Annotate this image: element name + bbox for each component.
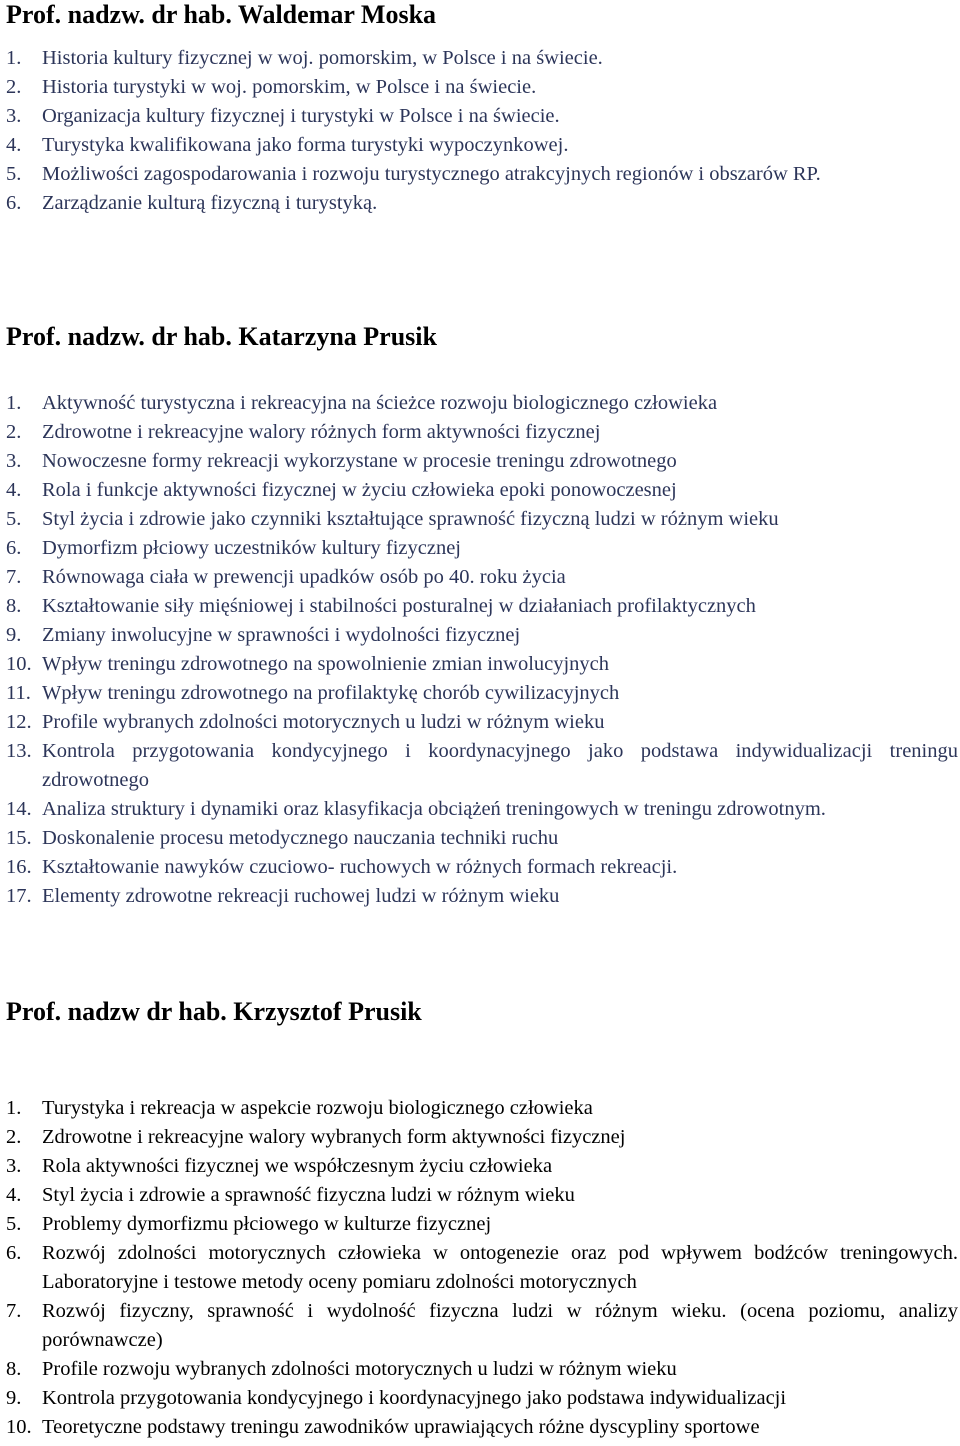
topic-number: 4. — [6, 479, 22, 501]
topic-number: 6. — [6, 192, 22, 214]
topic-item — [0, 1123, 960, 1152]
topic-item — [0, 1152, 960, 1181]
section-heading-krzysztof-prusik: Prof. nadzw dr hab. Krzysztof Prusik — [6, 997, 422, 1026]
topic-number: 16. — [6, 856, 32, 878]
topic-text: Zdrowotne i rekreacyjne walory wybranych form aktywności fizycznej — [42, 1126, 626, 1148]
topic-text: Styl życia i zdrowie a sprawność fizyczna ludzi w różnym wieku — [42, 1184, 575, 1206]
topic-number: 3. — [6, 1155, 22, 1177]
topic-text: Profile rozwoju wybranych zdolności motorycznych u ludzi w różnym wieku — [42, 1358, 677, 1380]
topic-number: 17. — [6, 885, 32, 907]
topic-item — [0, 1355, 960, 1384]
topic-text: Zarządzanie kulturą fizyczną i turystyką. — [42, 192, 378, 214]
topic-number: 5. — [6, 1213, 22, 1235]
topic-number: 8. — [6, 595, 22, 617]
topic-text: Doskonalenie procesu metodycznego nauczania techniki ruchu — [42, 827, 559, 849]
topic-text: Rozwój zdolności motorycznych człowieka w ontogenezie oraz pod wpływem bodźców treningowych. Laboratoryjne i testowe metody oceny pomiaru zdolności motorycznych — [42, 1242, 958, 1293]
topic-item — [0, 1239, 960, 1297]
topic-text: Możliwości zagospodarowania i rozwoju turystycznego atrakcyjnych regionów i obszarów RP. — [42, 163, 821, 185]
topic-item — [0, 1413, 960, 1442]
topic-text: Równowaga ciała w prewencji upadków osób po 40. roku życia — [42, 566, 566, 588]
topic-item — [0, 131, 960, 160]
topic-text: Kontrola przygotowania kondycyjnego i koordynacyjnego jako podstawa indywidualizacji — [42, 1387, 787, 1409]
topic-item — [0, 160, 960, 189]
topic-number: 9. — [6, 1387, 22, 1409]
topic-item — [0, 1297, 960, 1355]
topic-text: Dymorfizm płciowy uczestników kultury fizycznej — [42, 537, 461, 559]
topic-text: Teoretyczne podstawy treningu zawodników uprawiających różne dyscypliny sportowe — [42, 1416, 760, 1438]
topic-text: Zdrowotne i rekreacyjne walory różnych form aktywności fizycznej — [42, 421, 601, 443]
section-heading-katarzyna-prusik: Prof. nadzw. dr hab. Katarzyna Prusik — [6, 322, 437, 351]
topic-text: Profile wybranych zdolności motorycznych u ludzi w różnym wieku — [42, 711, 605, 733]
topic-number: 10. — [6, 1416, 32, 1438]
topic-number: 6. — [6, 1242, 22, 1264]
topic-number: 2. — [6, 76, 22, 98]
topic-number: 15. — [6, 827, 32, 849]
topic-number: 14. — [6, 798, 32, 820]
topic-text: Analiza struktury i dynamiki oraz klasyfikacja obciążeń treningowych w treningu zdrowotnym. — [42, 798, 826, 820]
topic-item — [0, 102, 960, 131]
topic-number: 2. — [6, 421, 22, 443]
topic-text: Rozwój fizyczny, sprawność i wydolność fizyczna ludzi w różnym wieku. (ocena poziomu, analizy porównawcze) — [42, 1300, 958, 1351]
topic-text: Wpływ treningu zdrowotnego na spowolnienie zmian inwolucyjnych — [42, 653, 610, 675]
topic-text: Kształtowanie siły mięśniowej i stabilności posturalnej w działaniach profilaktycznych — [42, 595, 756, 617]
topic-list-katarzyna-prusik — [0, 389, 960, 911]
topic-number: 1. — [6, 47, 22, 69]
topic-text: Organizacja kultury fizycznej i turystyki w Polsce i na świecie. — [42, 105, 560, 127]
topic-item — [0, 563, 960, 592]
topic-text: Zmiany inwolucyjne w sprawności i wydolności fizycznej — [42, 624, 521, 646]
topic-item — [0, 708, 960, 737]
topic-number: 4. — [6, 1184, 22, 1206]
topic-text: Problemy dymorfizmu płciowego w kulturze fizycznej — [42, 1213, 492, 1235]
topic-number: 7. — [6, 566, 22, 588]
topic-list-krzysztof-prusik — [0, 1094, 960, 1442]
topic-number: 1. — [6, 1097, 22, 1119]
topic-number: 9. — [6, 624, 22, 646]
topic-item — [0, 418, 960, 447]
topic-number: 11. — [6, 682, 31, 704]
topic-text: Nowoczesne formy rekreacji wykorzystane w procesie treningu zdrowotnego — [42, 450, 677, 472]
topic-item — [0, 650, 960, 679]
topic-item — [0, 882, 960, 911]
topic-number: 1. — [6, 392, 22, 414]
topic-item — [0, 1384, 960, 1413]
topic-item — [0, 592, 960, 621]
topic-number: 8. — [6, 1358, 22, 1380]
topic-item — [0, 853, 960, 882]
section-heading-waldemar-moska: Prof. nadzw. dr hab. Waldemar Moska — [6, 0, 437, 29]
topic-number: 7. — [6, 1300, 22, 1322]
topic-text: Kontrola przygotowania kondycyjnego i koordynacyjnego jako podstawa indywidualizacji treningu zdrowotnego — [42, 740, 958, 791]
topic-text: Rola i funkcje aktywności fizycznej w życiu człowieka epoki ponowoczesnej — [42, 479, 677, 501]
topic-text: Styl życia i zdrowie jako czynniki kształtujące sprawność fizyczną ludzi w różnym wieku — [42, 508, 779, 530]
topic-number: 3. — [6, 450, 22, 472]
topic-text: Turystyka i rekreacja w aspekcie rozwoju biologicznego człowieka — [42, 1097, 593, 1119]
topic-item — [0, 447, 960, 476]
topic-item — [0, 1094, 960, 1123]
topic-item — [0, 824, 960, 853]
topic-item — [0, 44, 960, 73]
topic-number: 10. — [6, 653, 32, 675]
topic-text: Elementy zdrowotne rekreacji ruchowej ludzi w różnym wieku — [42, 885, 560, 907]
topic-item — [0, 73, 960, 102]
topic-text: Rola aktywności fizycznej we współczesnym życiu człowieka — [42, 1155, 553, 1177]
topic-number: 5. — [6, 163, 22, 185]
topic-item — [0, 1181, 960, 1210]
topic-item — [0, 679, 960, 708]
topic-item — [0, 737, 960, 795]
topic-text: Historia kultury fizycznej w woj. pomorskim, w Polsce i na świecie. — [42, 47, 603, 69]
topic-number: 12. — [6, 711, 32, 733]
topic-number: 6. — [6, 537, 22, 559]
topic-item — [0, 505, 960, 534]
topic-item — [0, 1210, 960, 1239]
topic-text: Wpływ treningu zdrowotnego na profilaktykę chorób cywilizacyjnych — [42, 682, 620, 704]
topic-text: Historia turystyki w woj. pomorskim, w Polsce i na świecie. — [42, 76, 537, 98]
topic-item — [0, 795, 960, 824]
topic-number: 2. — [6, 1126, 22, 1148]
topic-number: 13. — [6, 740, 32, 762]
topic-number: 5. — [6, 508, 22, 530]
topic-text: Turystyka kwalifikowana jako forma turystyki wypoczynkowej. — [42, 134, 569, 156]
topic-item — [0, 621, 960, 650]
topic-item — [0, 189, 960, 218]
topic-list-waldemar-moska — [0, 44, 960, 218]
topic-text: Kształtowanie nawyków czuciowo- ruchowych w różnych formach rekreacji. — [42, 856, 678, 878]
topic-text: Aktywność turystyczna i rekreacyjna na ścieżce rozwoju biologicznego człowieka — [42, 392, 718, 414]
topic-number: 3. — [6, 105, 22, 127]
topic-number: 4. — [6, 134, 22, 156]
topic-item — [0, 534, 960, 563]
topic-item — [0, 476, 960, 505]
topic-item — [0, 389, 960, 418]
